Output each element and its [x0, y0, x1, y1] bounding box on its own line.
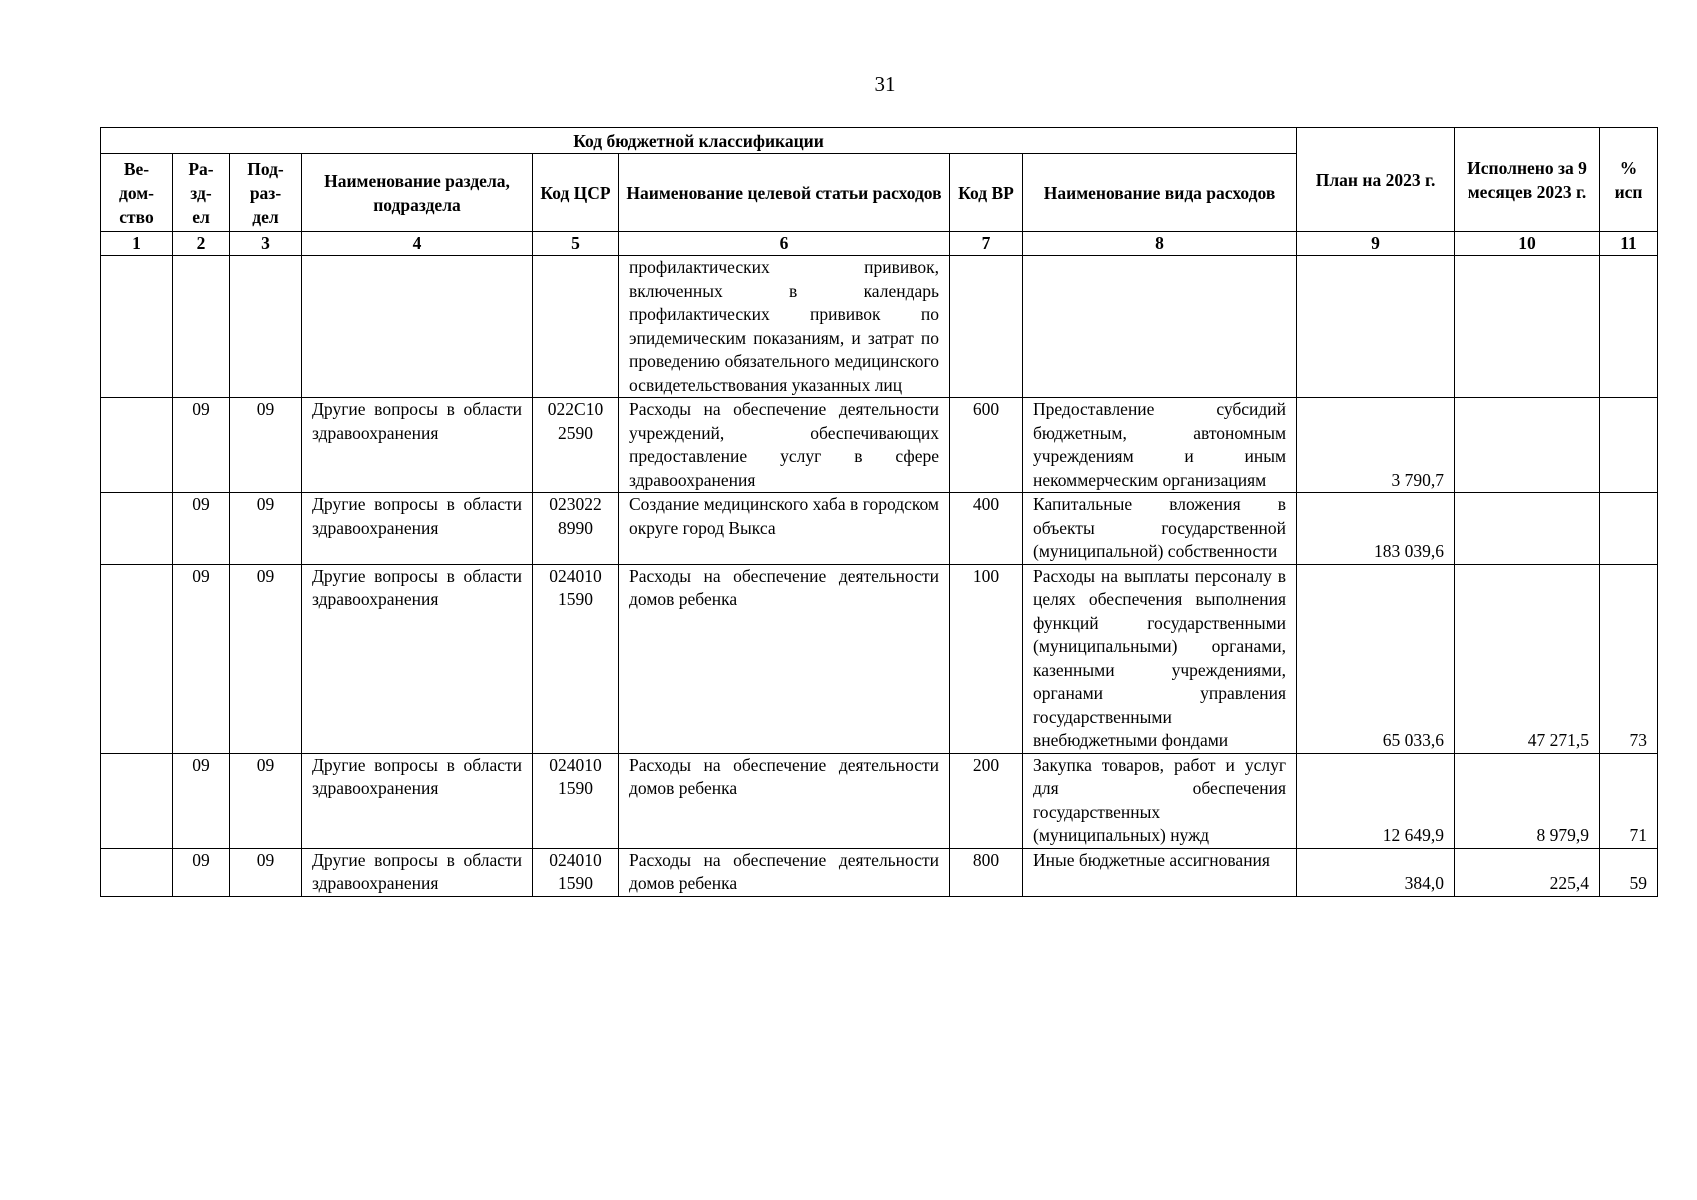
csr-cell: 024010 1590	[533, 564, 619, 753]
column-number: 3	[230, 232, 302, 256]
plan-cell: 384,0	[1297, 848, 1455, 896]
vr-cell: 400	[950, 493, 1023, 565]
executed-cell: 8 979,9	[1455, 753, 1600, 848]
section-cell: 09	[173, 564, 230, 753]
target-name-cell: Создание медицинского хаба в городском округе город Выкса	[619, 493, 950, 565]
header-group-row	[101, 128, 1658, 154]
column-number: 6	[619, 232, 950, 256]
table-row	[101, 493, 1658, 565]
target-name-header: Наименование целевой статьи расходов	[619, 154, 950, 232]
table-row	[101, 564, 1658, 753]
percent-cell: 71	[1600, 753, 1658, 848]
section-name-cell: Другие вопросы в области здравоохранения	[302, 753, 533, 848]
target-name-cell: Расходы на обеспечение деятельности домов ребенка	[619, 753, 950, 848]
subsection-header: Под- раз- дел	[230, 154, 302, 232]
plan-cell: 183 039,6	[1297, 493, 1455, 565]
subsection-cell: 09	[230, 493, 302, 565]
budget-classification-header: Код бюджетной классификации	[101, 128, 1297, 154]
subsection-cell: 09	[230, 753, 302, 848]
subsection-cell: 09	[230, 398, 302, 493]
csr-cell: 022С10 2590	[533, 398, 619, 493]
subsection-cell: 09	[230, 848, 302, 896]
executed-cell: 225,4	[1455, 848, 1600, 896]
executed-cell: 47 271,5	[1455, 564, 1600, 753]
table-row	[101, 848, 1658, 896]
column-number: 4	[302, 232, 533, 256]
column-number: 7	[950, 232, 1023, 256]
column-number: 5	[533, 232, 619, 256]
section-cell: 09	[173, 493, 230, 565]
section-name-cell: Другие вопросы в области здравоохранения	[302, 848, 533, 896]
target-name-cell: Расходы на обеспечение деятельности домов ребенка	[619, 848, 950, 896]
vr-cell: 200	[950, 753, 1023, 848]
continued-target-name: профилактических прививок, включенных в календарь профилактических прививок по эпидемическим показаниям, и затрат по проведению обязательного медицинского освидетельствования указанных лиц	[619, 256, 950, 398]
csr-cell: 024010 1590	[533, 848, 619, 896]
vr-cell: 100	[950, 564, 1023, 753]
continuation-row	[101, 256, 1658, 398]
executed-cell	[1455, 493, 1600, 565]
percent-cell: 59	[1600, 848, 1658, 896]
section-name-header: Наименование раздела, подраздела	[302, 154, 533, 232]
percent-cell	[1600, 493, 1658, 565]
vr-cell: 600	[950, 398, 1023, 493]
expense-type-cell: Закупка товаров, работ и услуг для обеспечения государственных (муниципальных) нужд	[1023, 753, 1297, 848]
percent-cell: 73	[1600, 564, 1658, 753]
section-header: Ра- зд- ел	[173, 154, 230, 232]
plan-cell: 3 790,7	[1297, 398, 1455, 493]
vr-header: Код ВР	[950, 154, 1023, 232]
column-number: 9	[1297, 232, 1455, 256]
column-number: 2	[173, 232, 230, 256]
budget-table	[100, 127, 1658, 897]
table-row	[101, 398, 1658, 493]
executed-cell	[1455, 398, 1600, 493]
column-number: 10	[1455, 232, 1600, 256]
section-name-cell: Другие вопросы в области здравоохранения	[302, 564, 533, 753]
csr-header: Код ЦСР	[533, 154, 619, 232]
column-numbers-row	[101, 232, 1658, 256]
expense-type-cell: Иные бюджетные ассигнования	[1023, 848, 1297, 896]
page-number: 31	[874, 72, 896, 96]
section-cell: 09	[173, 753, 230, 848]
section-name-cell: Другие вопросы в области здравоохранения	[302, 493, 533, 565]
target-name-cell: Расходы на обеспечение деятельности домов ребенка	[619, 564, 950, 753]
percent-header: % исп	[1600, 128, 1658, 232]
section-name-cell: Другие вопросы в области здравоохранения	[302, 398, 533, 493]
expense-type-cell: Капитальные вложения в объекты государственной (муниципальной) собственности	[1023, 493, 1297, 565]
dept-header: Ве- дом- ство	[101, 154, 173, 232]
column-number: 11	[1600, 232, 1658, 256]
expense-type-cell: Расходы на выплаты персоналу в целях обеспечения выполнения функций государственными (муниципальными) органами, казенными учреждениями, органами управления государственными внебюджетными фондами	[1023, 564, 1297, 753]
section-cell: 09	[173, 848, 230, 896]
csr-cell: 023022 8990	[533, 493, 619, 565]
subsection-cell: 09	[230, 564, 302, 753]
section-cell: 09	[173, 398, 230, 493]
vr-cell: 800	[950, 848, 1023, 896]
csr-cell: 024010 1590	[533, 753, 619, 848]
expense-type-header: Наименование вида расходов	[1023, 154, 1297, 232]
executed-header: Исполнено за 9 месяцев 2023 г.	[1455, 128, 1600, 232]
percent-cell	[1600, 398, 1658, 493]
plan-header: План на 2023 г.	[1297, 128, 1455, 232]
table-row	[101, 753, 1658, 848]
target-name-cell: Расходы на обеспечение деятельности учреждений, обеспечивающих предоставление услуг в сфере здравоохранения	[619, 398, 950, 493]
column-number: 8	[1023, 232, 1297, 256]
expense-type-cell: Предоставление субсидий бюджетным, автономным учреждениям и иным некоммерческим организациям	[1023, 398, 1297, 493]
column-number: 1	[101, 232, 173, 256]
plan-cell: 12 649,9	[1297, 753, 1455, 848]
plan-cell: 65 033,6	[1297, 564, 1455, 753]
